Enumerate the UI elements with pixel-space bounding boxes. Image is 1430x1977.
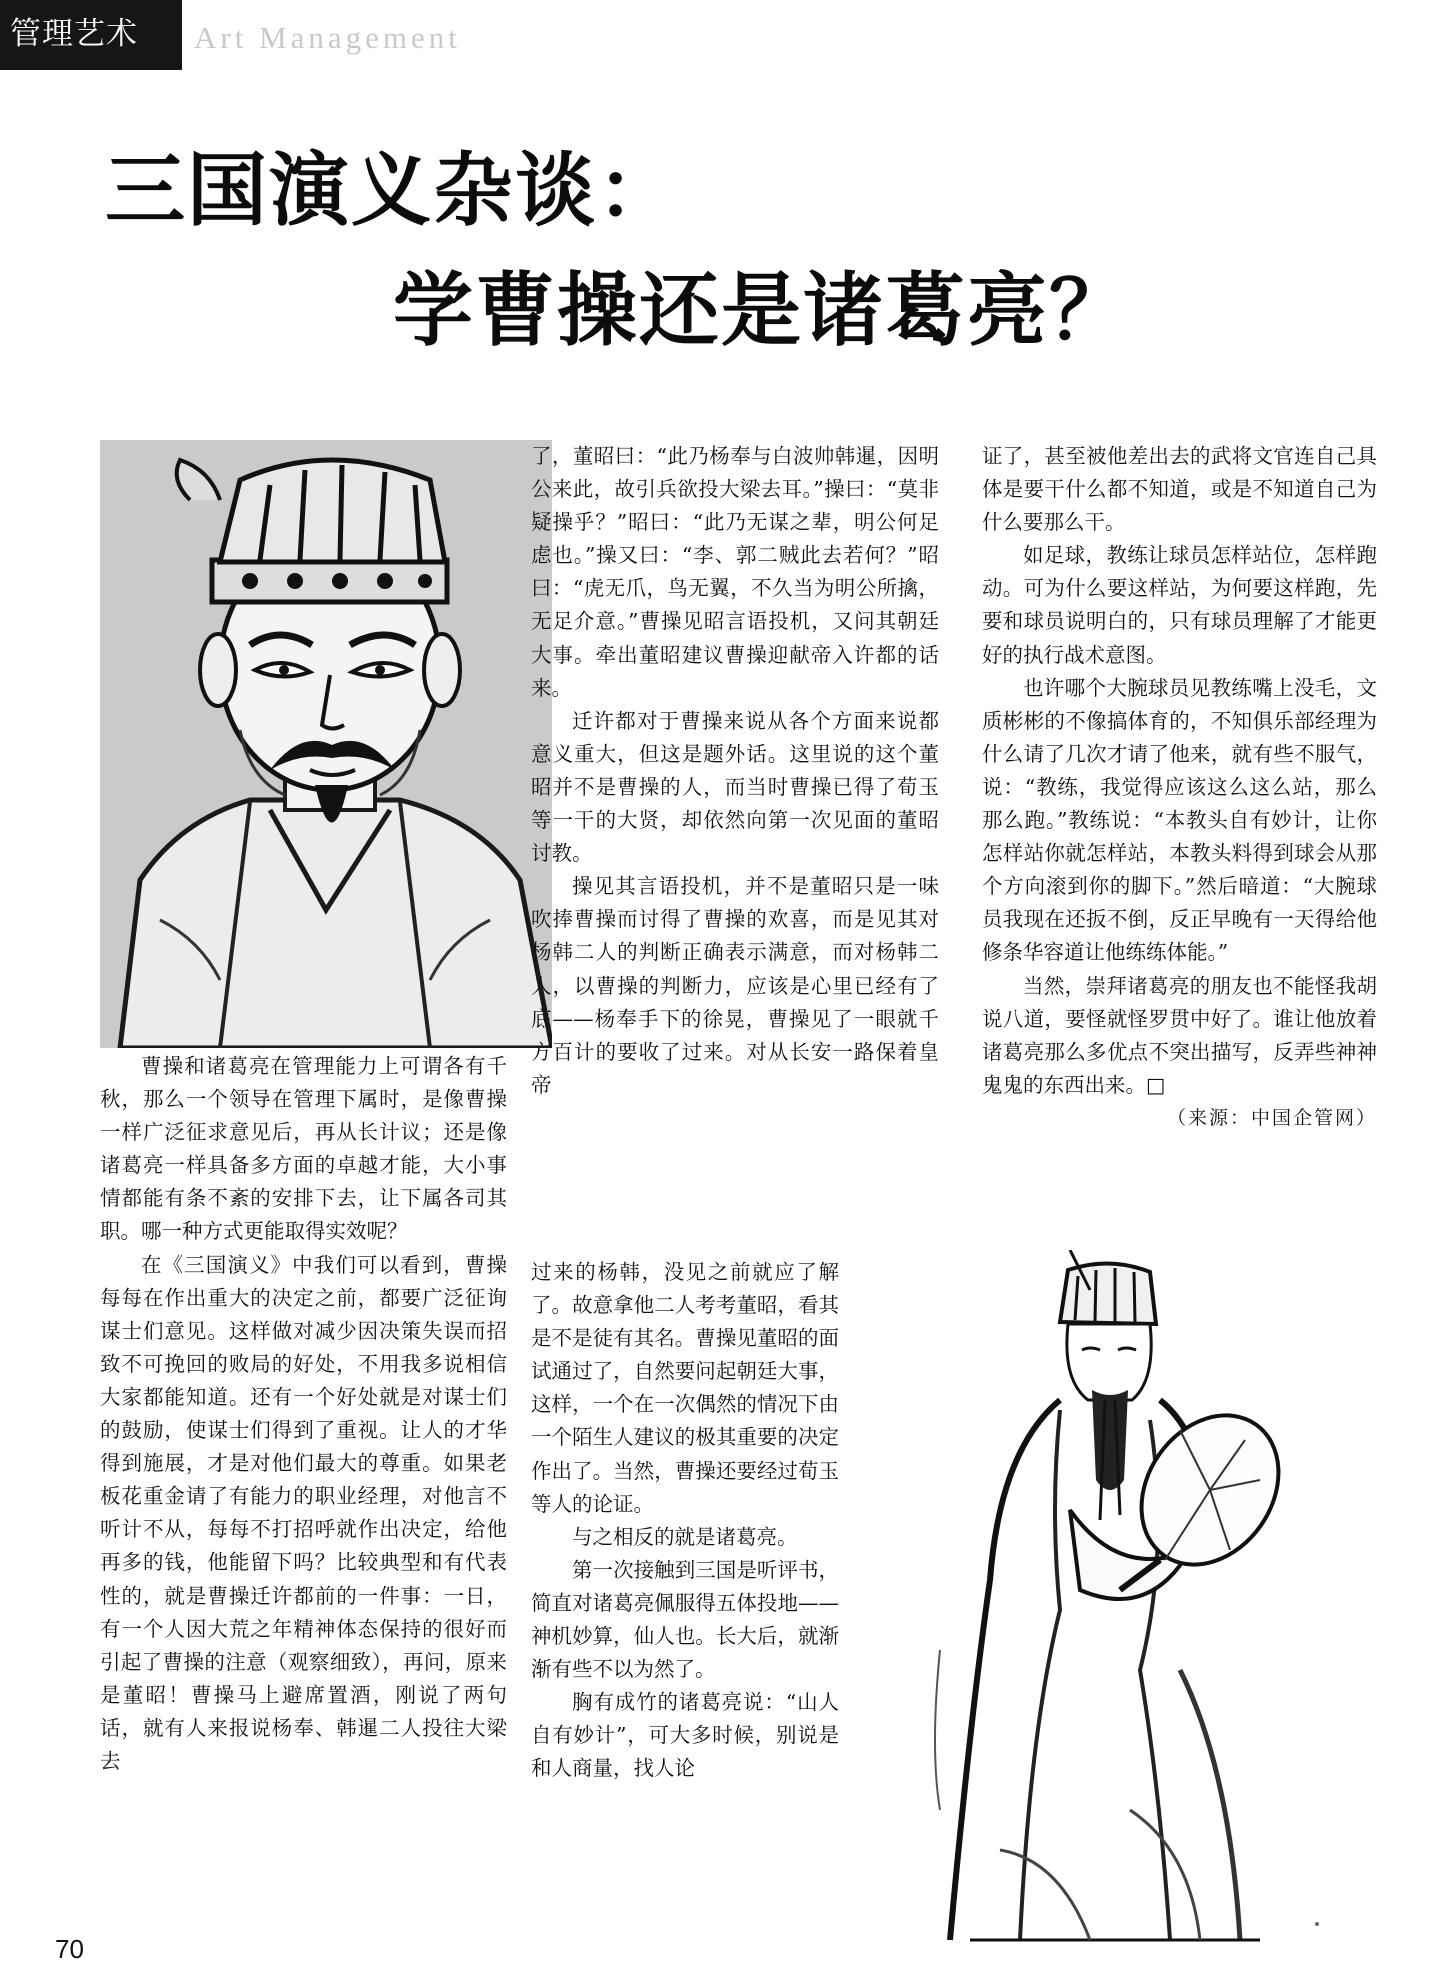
page-number: 70 xyxy=(55,1934,84,1964)
section-tag-label: 管理艺术 xyxy=(10,16,138,52)
paragraph: 当然，崇拜诸葛亮的朋友也不能怪我胡说八道，要怪就怪罗贯中好了。谁让他放着诸葛亮那么多优点不突出描写，反弄些神神鬼鬼的东西出来。□ xyxy=(982,973,1377,1097)
article-source: （来源：中国企管网） xyxy=(1166,1106,1377,1129)
paragraph: 第一次接触到三国是听评书，简直对诸葛亮佩服得五体投地——神机妙算，仙人也。长大后，就渐渐有些不以为然了。 xyxy=(531,1557,839,1682)
paragraph: 胸有成竹的诸葛亮说：“山人自有妙计”，可大多时候，别说是和人商量，找人论 xyxy=(531,1690,839,1781)
paragraph: 迁许都对于曹操来说从各个方面来说都意义重大，但这是题外话。这里说的这个董昭并不是曹操的人，而当时曹操已得了荀玉等一干的大贤，却依然向第一次见面的董昭讨教。 xyxy=(531,708,939,866)
paragraph: 操见其言语投机，并不是董昭只是一味吹捧曹操而讨得了曹操的欢喜，而是见其对杨韩二人的判断正确表示满意，而对杨韩二人，以曹操的判断力，应该是心里已经有了底——杨奉手下的徐晃，曹操见了一眼就千方百计的要收了过来。对从长安一路保着皇帝 xyxy=(531,874,939,1097)
paragraph: 在《三国演义》中我们可以看到，曹操每每在作出重大的决定之前，都要广泛征询谋士们意见。这样做对减少因决策失误而招致不可挽回的败局的好处，不用我多说相信大家都能知道。还有一个好处就是对谋士们的鼓励，使谋士们得到了重视。让人的才华得到施展，才是对他们最大的尊重。如果老板花重金请了有能力的职业经理，对他言不听计不从，每每不打招呼就作出决定，给他再多的钱，他能留下吗？比较典型和有代表性的，就是曹操迁许都前的一件事：一日，有一个人因大荒之年精神体态保持的很好而引起了曹操的注意（观察细致），再问，原来是董昭！曹操马上避席置酒，刚说了两句话，就有人来报说杨奉、韩暹二人投往大梁去 xyxy=(100,1252,507,1773)
article-title-line2: 学曹操还是诸葛亮？ xyxy=(393,263,1131,357)
paragraph: 了，董昭曰：“此乃杨奉与白波帅韩暹，因明公来此，故引兵欲投大梁去耳。”操曰：“莫非疑操乎？”昭曰：“此乃无谋之辈，明公何足虑也。”操又曰：“李、郭二贼此去若何？”昭曰：“虎无爪，鸟无翼，不久当为明公所擒，无足介意。”曹操见昭言语投机，又问其朝廷大事。牵出董昭建议曹操迎献帝入许都的话来。 xyxy=(531,444,939,700)
cao-cao-portrait-illustration xyxy=(100,440,552,1048)
article-column-3 xyxy=(982,440,1377,1220)
article-title-line1: 三国演义杂谈： xyxy=(105,143,679,237)
section-english-label: Art Management xyxy=(194,20,461,55)
article-column-2-bottom xyxy=(531,1256,839,1922)
article-column-1 xyxy=(100,1050,507,1922)
zhuge-liang-ink-illustration xyxy=(910,1250,1350,1950)
paragraph: 与之相反的就是诸葛亮。 xyxy=(572,1524,798,1549)
article-column-2-top xyxy=(531,440,939,1260)
paragraph: 证了，甚至被他差出去的武将文官连自己具体是要干什么都不知道，或是不知道自己为什么要那么干。 xyxy=(982,444,1377,535)
paragraph: 曹操和诸葛亮在管理能力上可谓各有千秋，那么一个领导在管理下属时，是像曹操一样广泛征求意见后，再从长计议；还是像诸葛亮一样具备多方面的卓越才能，大小事情都能有条不紊的安排下去，让下属各司其职。哪一种方式更能取得实效呢？ xyxy=(100,1054,507,1244)
paragraph: 如足球，教练让球员怎样站位，怎样跑动。可为什么要这样站，为何要这样跑，先要和球员说明白的，只有球员理解了才能更好的执行战术意图。 xyxy=(982,543,1377,667)
paragraph: 也许哪个大腕球员见教练嘴上没毛，文质彬彬的不像搞体育的，不知俱乐部经理为什么请了几次才请了他来，就有些不服气，说：“教练，我觉得应该这么这么站，那么那么跑。”教练说：“本教头自有妙计，让你怎样站你就怎样站，本教头料得到球会从那个方向滚到你的脚下。”然后暗道：“大腕球员我现在还扳不倒，反正早晚有一天得给他修条华容道让他练练体能。” xyxy=(982,675,1377,965)
print-speck xyxy=(1315,1922,1319,1926)
paragraph: 过来的杨韩，没见之前就应了解了。故意拿他二人考考董昭，看其是不是徒有其名。曹操见董昭的面试通过了，自然要问起朝廷大事，这样，一个在一次偶然的情况下由一个陌生人建议的极其重要的决定作出了。当然，曹操还要经过荀玉等人的论证。 xyxy=(531,1260,839,1516)
